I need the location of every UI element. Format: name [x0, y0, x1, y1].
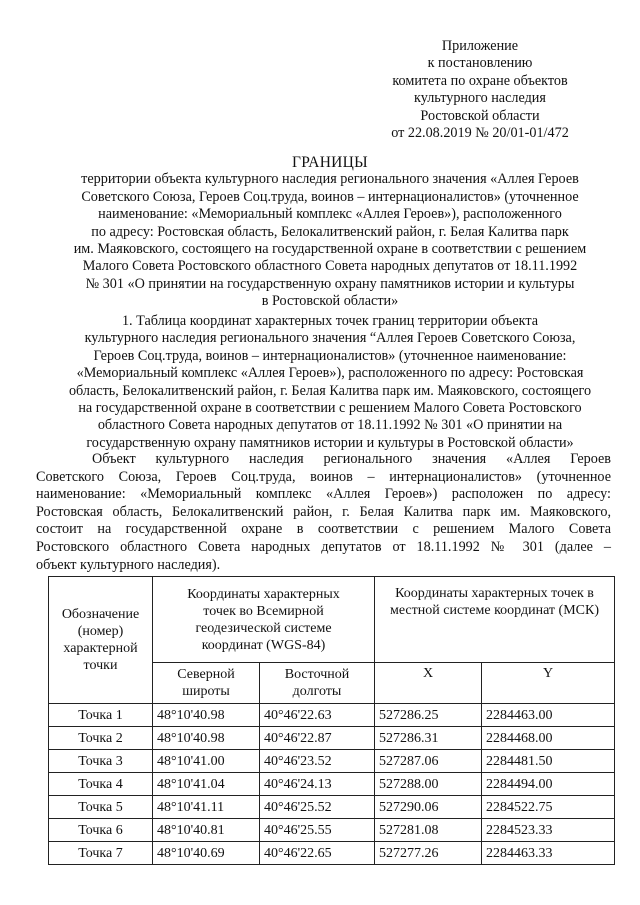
appendix-block [350, 38, 610, 142]
point-longitude: 40°46'22.65 [260, 842, 375, 865]
section-line: областного Совета народных депутатов от 18.11.1992 № 301 «О принятии на [97, 417, 563, 434]
title-line: наименование: «Мемориальный комплекс «Аллея Героев»), расположенного [98, 206, 562, 223]
appendix-line: Ростовской области [420, 107, 540, 124]
point-x: 527286.25 [375, 704, 482, 727]
point-longitude: 40°46'23.52 [260, 750, 375, 773]
paragraph-line: Ростовская область, Белокалитвенский район, г. Белая Калитва парк им. Маяковского, [36, 503, 611, 520]
point-y: 2284463.33 [482, 842, 615, 865]
point-y: 2284468.00 [482, 727, 615, 750]
paragraph-line: Советского Союза, Героев Соц.труда, воинов – интернационалистов» (уточненное [36, 468, 611, 485]
appendix-line: комитета по охране объектов [392, 72, 568, 89]
title-line: Малого Совета Ростовского областного Совета народных депутатов от 18.11.1992 [82, 258, 578, 275]
table-row [49, 773, 615, 796]
title-line: в Ростовской области» [261, 293, 399, 310]
point-y: 2284481.50 [482, 750, 615, 773]
header-msk: Координаты характерных точек в местной системе координат (МСК) [375, 577, 615, 663]
table-row [49, 750, 615, 773]
paragraph-line: наименование: «Мемориальный комплекс «Аллея Героев») расположен по адресу: [36, 486, 611, 503]
header-north-latitude: Северной широты [153, 663, 260, 704]
object-description [36, 451, 611, 574]
point-name: Точка 7 [49, 842, 153, 865]
table-header-row [49, 577, 615, 663]
title-line: № 301 «О принятии на государственную охрану памятников истории и культуры [85, 275, 575, 292]
header-east-longitude: Восточной долготы [260, 663, 375, 704]
point-name: Точка 6 [49, 819, 153, 842]
table-row [49, 704, 615, 727]
point-latitude: 48°10'40.98 [153, 727, 260, 750]
section-line: на государственной охране в соответствии с решением Малого Совета Ростовского [78, 400, 582, 417]
section-heading [36, 313, 624, 452]
point-y: 2284463.00 [482, 704, 615, 727]
document-title [50, 154, 610, 311]
header-designation: Обозначение (номер) характерной точки [49, 577, 153, 704]
title-line: по адресу: Ростовская область, Белокалитвенский район, г. Белая Калитва парк [91, 223, 569, 240]
table-row [49, 796, 615, 819]
section-line: государственную охрану памятников истории и культуры в Ростовской области» [86, 434, 574, 451]
coordinates-table [48, 576, 615, 865]
point-name: Точка 3 [49, 750, 153, 773]
paragraph-line: Ростовского областного Совета народных депутатов от 18.11.1992 № 301 (далее – [36, 538, 611, 555]
point-longitude: 40°46'22.87 [260, 727, 375, 750]
section-line: культурного наследия регионального значения “Аллея Героев Советского Союза, [84, 330, 576, 347]
title-line: территории объекта культурного наследия регионального значения «Аллея Героев [81, 171, 579, 188]
point-longitude: 40°46'25.55 [260, 819, 375, 842]
point-x: 527288.00 [375, 773, 482, 796]
point-name: Точка 2 [49, 727, 153, 750]
appendix-line: Приложение [441, 38, 519, 54]
title-line: им. Маяковского, состоящего на государственной охране в соответствии с решением [73, 241, 587, 258]
point-x: 527281.08 [375, 819, 482, 842]
point-longitude: 40°46'22.63 [260, 704, 375, 727]
paragraph-line: объект культурного наследия). [36, 556, 221, 573]
point-latitude: 48°10'41.04 [153, 773, 260, 796]
point-y: 2284494.00 [482, 773, 615, 796]
table-row [49, 842, 615, 865]
point-longitude: 40°46'25.52 [260, 796, 375, 819]
point-x: 527286.31 [375, 727, 482, 750]
point-name: Точка 4 [49, 773, 153, 796]
appendix-line: культурного наследия [414, 90, 546, 107]
paragraph-line: Объект культурного наследия регионального значения «Аллея Героев [92, 451, 611, 467]
appendix-line: к постановлению [427, 55, 533, 72]
title-line: Советского Союза, Героев Соц.труда, воинов – интернационалистов» (уточненное [81, 188, 579, 205]
paragraph-line: состоит на государственной охране в соответствии с решением Малого Совета [36, 521, 611, 538]
point-latitude: 48°10'40.69 [153, 842, 260, 865]
point-name: Точка 1 [49, 704, 153, 727]
point-x: 527290.06 [375, 796, 482, 819]
point-latitude: 48°10'41.11 [153, 796, 260, 819]
point-name: Точка 5 [49, 796, 153, 819]
section-line: «Мемориальный комплекс «Аллея Героев»), расположенного по адресу: Ростовская [76, 365, 584, 382]
point-longitude: 40°46'24.13 [260, 773, 375, 796]
section-line: область, Белокалитвенский район, г. Белая Калитва парк им. Маяковского, состоящего [68, 382, 592, 399]
point-y: 2284522.75 [482, 796, 615, 819]
point-y: 2284523.33 [482, 819, 615, 842]
point-latitude: 48°10'41.00 [153, 750, 260, 773]
point-x: 527277.26 [375, 842, 482, 865]
appendix-line: от 22.08.2019 № 20/01-01/472 [391, 125, 569, 142]
point-latitude: 48°10'40.81 [153, 819, 260, 842]
header-x: X [375, 663, 482, 704]
table-row [49, 727, 615, 750]
table-row [49, 819, 615, 842]
point-latitude: 48°10'40.98 [153, 704, 260, 727]
header-y: Y [482, 663, 615, 704]
title-heading: ГРАНИЦЫ [292, 154, 368, 171]
header-wgs84: Координаты характерных точек во Всемирной геодезической системе координат (WGS-84) [153, 577, 375, 663]
section-line: 1. Таблица координат характерных точек границ территории объекта [121, 313, 539, 329]
section-line: Героев Соц.труда, воинов – интернационалистов» (уточненное наименование: [93, 347, 567, 364]
point-x: 527287.06 [375, 750, 482, 773]
